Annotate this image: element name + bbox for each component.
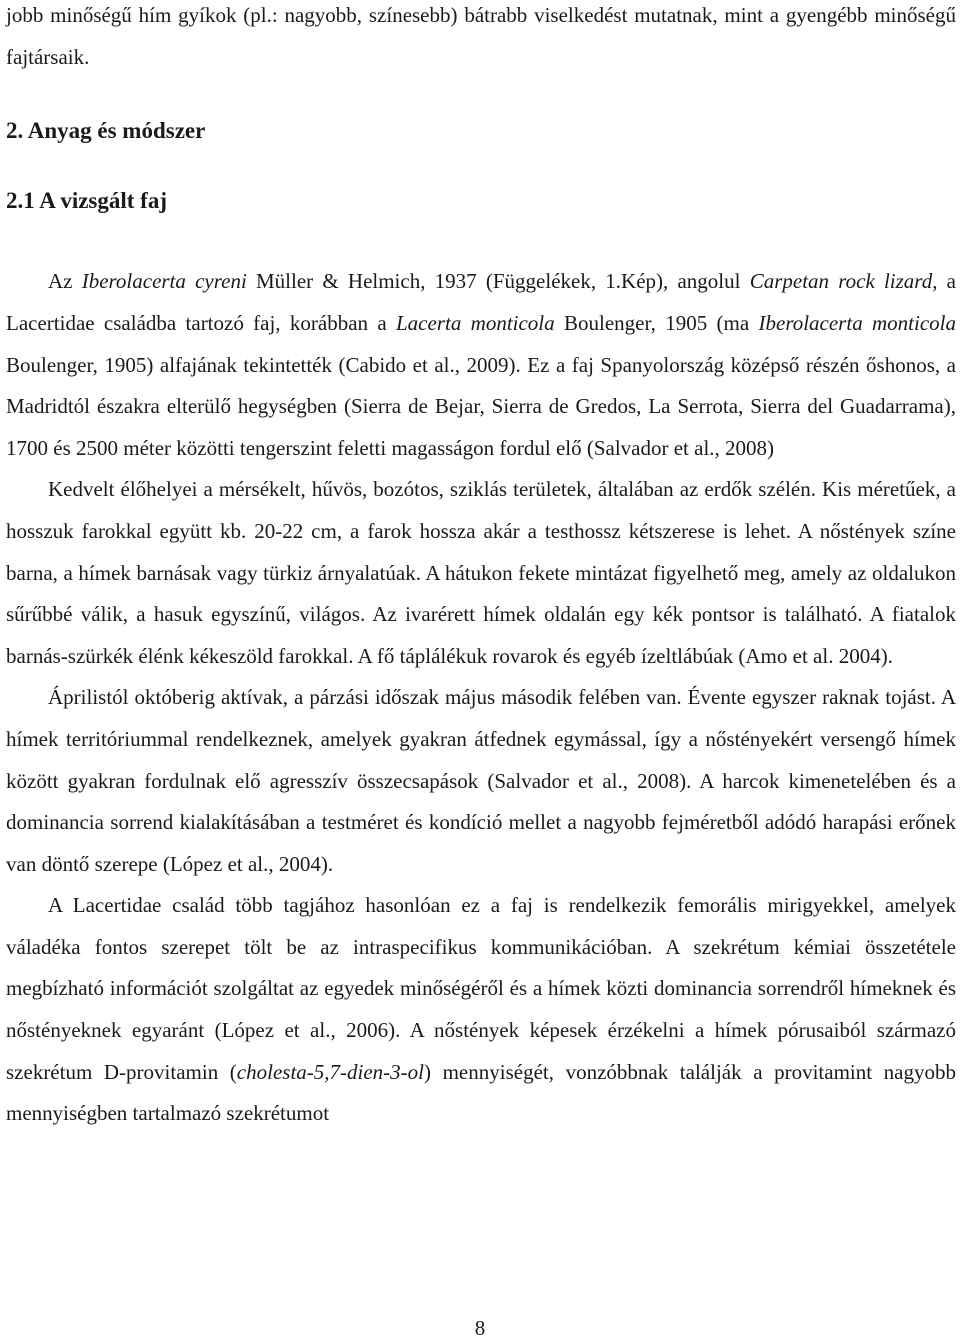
species-name: Lacerta monticola bbox=[396, 310, 555, 335]
text-run: ) mennyiségét, vonzóbbnak találják a provitamint nagyobb mennyiségben tartalmazó szekrétumot bbox=[6, 1059, 957, 1126]
paragraph-continued: jobb minőségű hím gyíkok (pl.: nagyobb, színesebb) bátrabb viselkedést mutatnak, mint a gyengébb minőségű fajtársaik. bbox=[6, 3, 956, 69]
species-name: Iberolacerta monticola bbox=[758, 310, 957, 335]
text-run: Az bbox=[48, 269, 82, 294]
paragraph-habitat: Kedvelt élőhelyei a mérsékelt, hűvös, bozótos, sziklás területek, általában az erdők szélén. Kis méretűek, a hosszuk farokkal együtt kb. 20-22 cm, a farok hossza akár a testhossz kétszerese is lehet. A nőstények színe barna, a hímek barnásak vagy türkiz árnyalatúak. A hátukon fekete mintázat figyelhető meg, amely az oldalukon sűrűbbé válik, a hasuk egyszínű, világos. Az ivarérett hímek oldalán egy kék pontsor is található. A fiatalok barnás-szürkék élénk kékeszöld farokkal. A fő táplálékuk rovarok és egyéb ízeltlábúak (Amo et al. 2004). bbox=[6, 477, 956, 668]
paragraph-behaviour: Áprilistól októberig aktívak, a párzási időszak május második felében van. Évente egyszer raknak tojást. A hímek territóriummal rendelkeznek, amelyek gyakran átfednek egymással, így a nőstényekért versengő hímek között gyakran fordulnak elő agresszív összecsapások (Salvador et al., 2008). A harcok kimenetelében és a dominancia sorrend kialakításában a testméret és kondíció mellet a nagyobb fejméretből adódó harapási erőnek van döntő szerepe (López et al., 2004). bbox=[6, 685, 956, 876]
chemical-name: cholesta-5,7-dien-3-ol bbox=[236, 1059, 424, 1084]
text-run: A Lacertidae család több tagjához hasonlóan ez a faj is rendelkezik femorális mirigyekkel, amelyek váladéka fontos szerepet tölt be az intraspecifikus kommunikációban. A szekrétum kémiai összetétele megbízható információt szolgáltat az egyedek minőségéről és a hímek közti dominancia sorrendről hímeknek és nőstényeknek egyaránt (López et al., 2006). A nőstények képesek érzékelni a hímek pórusaiból származó szekrétum D-provitamin ( bbox=[6, 893, 956, 1084]
text-run: Müller & Helmich, 1937 (Függelékek, 1.Kép), angolul bbox=[246, 269, 750, 294]
text-run: , a Lacertidae családba tartozó faj, korábban a bbox=[6, 269, 956, 335]
document-page bbox=[6, 0, 956, 1135]
paragraph-species-intro bbox=[6, 261, 956, 469]
text-run: Boulenger, 1905 (ma bbox=[554, 310, 759, 335]
text-run: Boulenger, 1905) alfajának tekintették (Cabido et al., 2009). Ez a faj Spanyolország középső részén őshonos, a Madridtól északra elterülő hegységben (Sierra de Bejar, Sierra de Gredos, La Serrota, Sierra del Guadarrama), 1700 és 2500 méter közötti tengerszint feletti magasságon fordul elő (Salvador et al., 2008) bbox=[6, 352, 956, 460]
paragraph-femoral-glands bbox=[6, 885, 956, 1135]
page-number: 8 bbox=[474, 1316, 486, 1340]
subsection-heading: 2.1 A vizsgált faj bbox=[6, 187, 167, 213]
english-name: Carpetan rock lizard bbox=[749, 269, 933, 294]
species-name: Iberolacerta cyreni bbox=[81, 269, 247, 294]
section-heading: 2. Anyag és módszer bbox=[6, 118, 206, 144]
